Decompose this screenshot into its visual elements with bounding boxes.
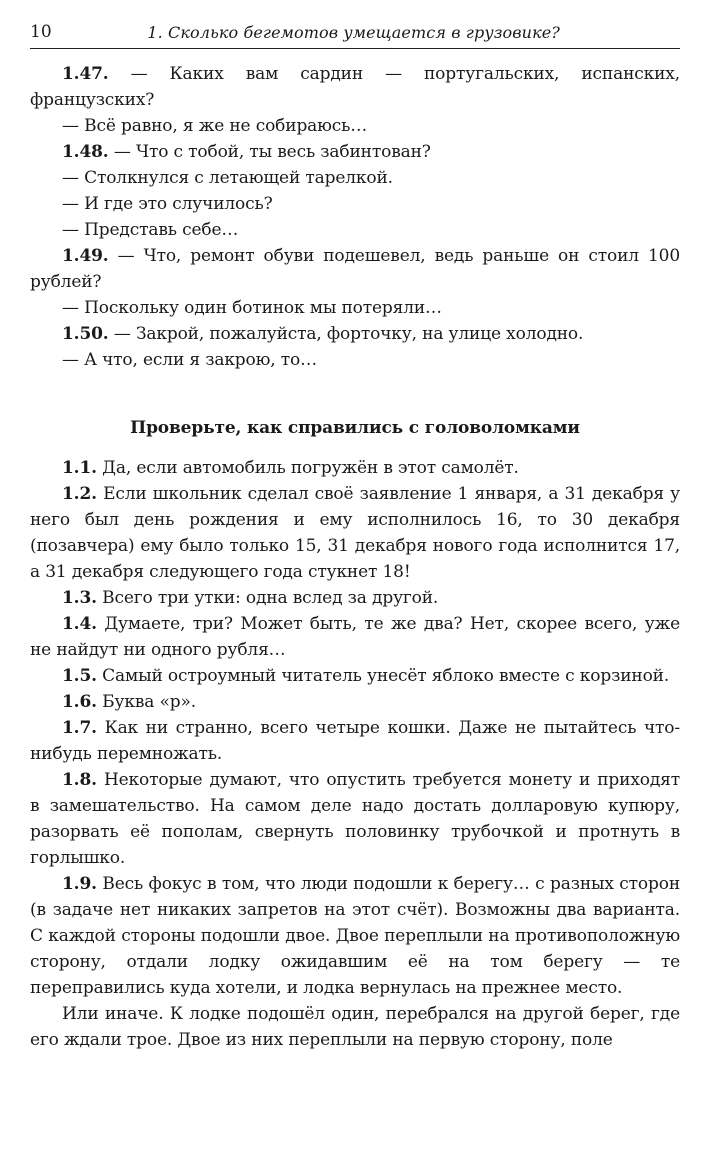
paragraph [30, 585, 680, 611]
paragraph [30, 217, 680, 243]
paragraph [30, 689, 680, 715]
paragraph-text: Буква «р». [102, 692, 196, 712]
paragraph [30, 1001, 680, 1053]
paragraph [30, 61, 680, 113]
paragraph-text: Или иначе. К лодке подошёл один, перебрался на другой берег, где его ждали трое. Двое из них переплыли на первую сторону, поле [30, 1004, 680, 1050]
paragraph-text: — Поскольку один ботинок мы потеряли… [62, 298, 442, 318]
item-number: 1.7. [62, 718, 97, 738]
item-number: 1.5. [62, 666, 97, 686]
item-number: 1.3. [62, 588, 97, 608]
chapter-title: 1. Сколько бегемотов умещается в грузовике? [147, 23, 560, 42]
book-page [30, 18, 680, 1053]
paragraph-text: Если школьник сделал своё заявление 1 января, а 31 декабря у него был день рождения и ему исполнилось 16, то 30 декабря (позавчера) ему было только 15, 31 декабря нового года исполнится 17, а 31 декабря следующего года стукнет 18! [30, 484, 681, 582]
paragraph-text: Весь фокус в том, что люди подошли к берегу… с разных сторон (в задаче нет никаких запретов на этот счёт). Возможны два варианта. С каждой стороны подошли двое. Двое переплыли на противоположную сторону, отдали лодку ожидавшим её на том берегу — те переправились куда хотели, и лодка вернулась на прежнее место. [30, 874, 680, 998]
item-number: 1.6. [62, 692, 97, 712]
item-number: 1.2. [62, 484, 97, 504]
item-number: 1.47. [62, 64, 109, 84]
page-number: 10 [30, 22, 52, 42]
item-number: 1.9. [62, 874, 97, 894]
item-number: 1.49. [62, 246, 109, 266]
paragraph-text: Некоторые думают, что опустить требуется монету и приходят в замешательство. На самом деле надо достать долларовую купюру, разорвать её пополам, свернуть половинку трубочкой и протнуть в горлышко. [30, 770, 680, 868]
dialogue-block [30, 61, 680, 373]
paragraph-text: — Столкнулся с летающей тарелкой. [62, 168, 393, 188]
paragraph [30, 139, 680, 165]
paragraph [30, 715, 680, 767]
paragraph-text: Да, если автомобиль погружён в этот самолёт. [102, 458, 519, 478]
answers-block [30, 455, 680, 1053]
paragraph [30, 191, 680, 217]
item-number: 1.4. [62, 614, 97, 634]
paragraph-text: — Каких вам сардин — португальских, испанских, французских? [30, 64, 680, 110]
item-number: 1.48. [62, 142, 109, 162]
paragraph-text: Думаете, три? Может быть, те же два? Нет, скорее всего, уже не найдут ни одного рубля… [30, 614, 680, 660]
paragraph [30, 295, 680, 321]
paragraph [30, 321, 680, 347]
paragraph [30, 455, 680, 481]
paragraph-text: Всего три утки: одна вслед за другой. [102, 588, 439, 608]
paragraph [30, 481, 680, 585]
paragraph-text: Как ни странно, всего четыре кошки. Даже не пытайтесь что-нибудь перемножать. [30, 718, 680, 764]
paragraph [30, 767, 680, 871]
section-heading: Проверьте, как справились с головоломками [130, 418, 580, 438]
running-header [30, 18, 680, 49]
paragraph [30, 113, 680, 139]
paragraph [30, 165, 680, 191]
paragraph [30, 243, 680, 295]
paragraph-text: — Всё равно, я же не собираюсь… [62, 116, 368, 136]
paragraph [30, 663, 680, 689]
paragraph-text: Самый остроумный читатель унесёт яблоко вместе с корзиной. [102, 666, 670, 686]
item-number: 1.8. [62, 770, 97, 790]
paragraph-text: — А что, если я закрою, то… [62, 350, 317, 370]
item-number: 1.50. [62, 324, 109, 344]
item-number: 1.1. [62, 458, 97, 478]
paragraph [30, 871, 680, 1001]
paragraph-text: — Закрой, пожалуйста, форточку, на улице холодно. [113, 324, 584, 344]
paragraph-text: — И где это случилось? [62, 194, 273, 214]
paragraph-text: — Что, ремонт обуви подешевел, ведь раньше он стоил 100 рублей? [30, 246, 680, 292]
paragraph-text: — Что с тобой, ты весь забинтован? [113, 142, 431, 162]
paragraph [30, 611, 680, 663]
paragraph-text: — Представь себе… [62, 220, 239, 240]
page-body [30, 61, 680, 1053]
paragraph [30, 347, 680, 373]
